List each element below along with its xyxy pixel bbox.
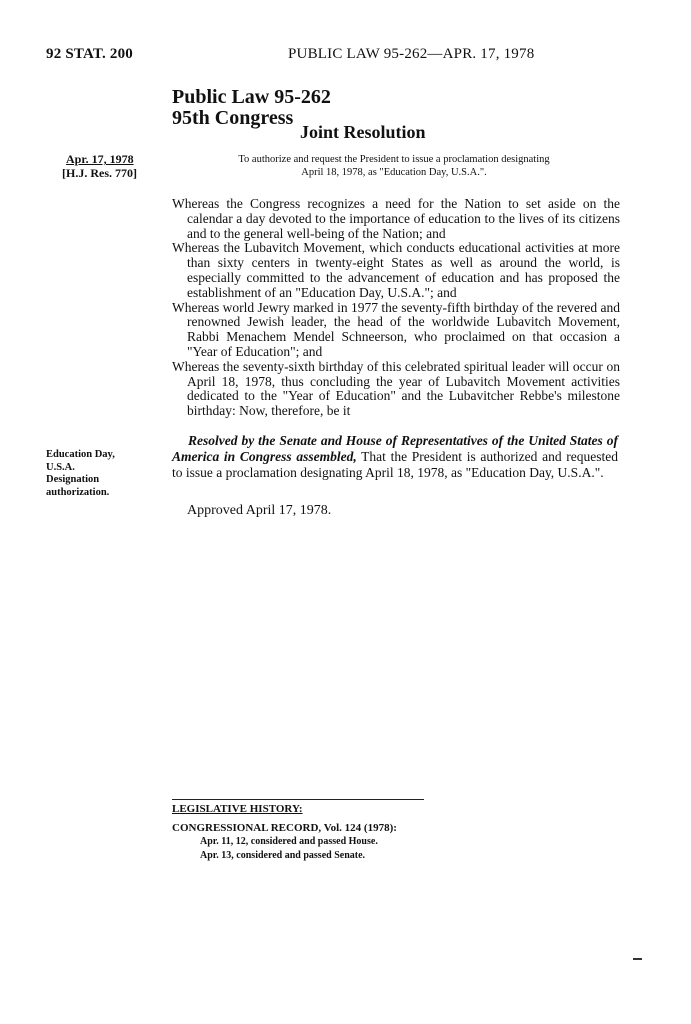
summary-line-2: April 18, 1978, as "Education Day, U.S.A.". xyxy=(301,167,487,178)
running-title: PUBLIC LAW 95-262—APR. 17, 1978 xyxy=(288,46,535,62)
whereas-clause: Whereas the Congress recognizes a need for the Nation to set aside on the calendar a day devoted to the importance of education to the lives of its citizens and to the general well-being of the Nation; and xyxy=(172,196,620,241)
page-reference: 92 STAT. 200 xyxy=(46,46,133,62)
summary xyxy=(170,153,618,179)
resolution-text: That the President is authorized and requested to issue a proclamation designating April 18, 1978, as "Education Day, U.S.A.". xyxy=(172,449,618,480)
document-type: Joint Resolution xyxy=(300,122,426,142)
congressional-record: CONGRESSIONAL RECORD, Vol. 124 (1978): xyxy=(172,822,397,834)
whereas-block xyxy=(172,197,620,419)
margin-side-note xyxy=(46,449,115,499)
summary-line-1: To authorize and request the President to issue a proclamation designating xyxy=(238,154,550,165)
whereas-clause: Whereas world Jewry marked in 1977 the seventy-fifth birthday of the revered and renowned Jewish leader, the head of the worldwide Lubavitch Movement, Rabbi Menachem Mendel Schneerson, who proclaimed on that occasion a "Year of Education"; and xyxy=(172,299,620,359)
law-number: Public Law 95-262 xyxy=(172,86,331,108)
resolving-clause xyxy=(172,433,618,481)
enacting-clause: Resolved by the Senate and House of Representatives of the United States of America in Congress assembled, xyxy=(172,433,618,464)
margin-date-text: Apr. 17, 1978 xyxy=(66,152,134,166)
whereas-clause: Whereas the seventy-sixth birthday of this celebrated spiritual leader will occur on April 18, 1978, thus concluding the year of Lubavitch Movement activities dedicated to the "Year of Education" and the Lubavitcher Rebbe's milestone birthday: Now, therefore, be it xyxy=(172,358,620,419)
history-action: Apr. 13, considered and passed Senate. xyxy=(200,850,366,861)
side-note-line: Education Day, xyxy=(46,449,115,460)
legislative-history-heading: LEGISLATIVE HISTORY: xyxy=(172,803,303,815)
congress-number: 95th Congress xyxy=(172,107,294,129)
resolution-reference: [H.J. Res. 770] xyxy=(62,166,137,180)
divider xyxy=(172,799,424,800)
side-note-line: authorization. xyxy=(46,486,110,498)
page-mark xyxy=(633,958,642,960)
side-note-line: Designation xyxy=(46,474,100,485)
side-note-line: U.S.A. xyxy=(46,461,75,473)
history-action: Apr. 11, 12, considered and passed House. xyxy=(200,836,378,847)
margin-date xyxy=(66,152,134,167)
whereas-clause: Whereas the Lubavitch Movement, which conducts educational activities at more than sixty centers in twenty-eight States as well as around the world, is especially committed to the advancement of education and has proposed the establishment of an "Education Day, U.S.A."; and xyxy=(172,240,620,300)
approval-date: Approved April 17, 1978. xyxy=(187,503,332,518)
